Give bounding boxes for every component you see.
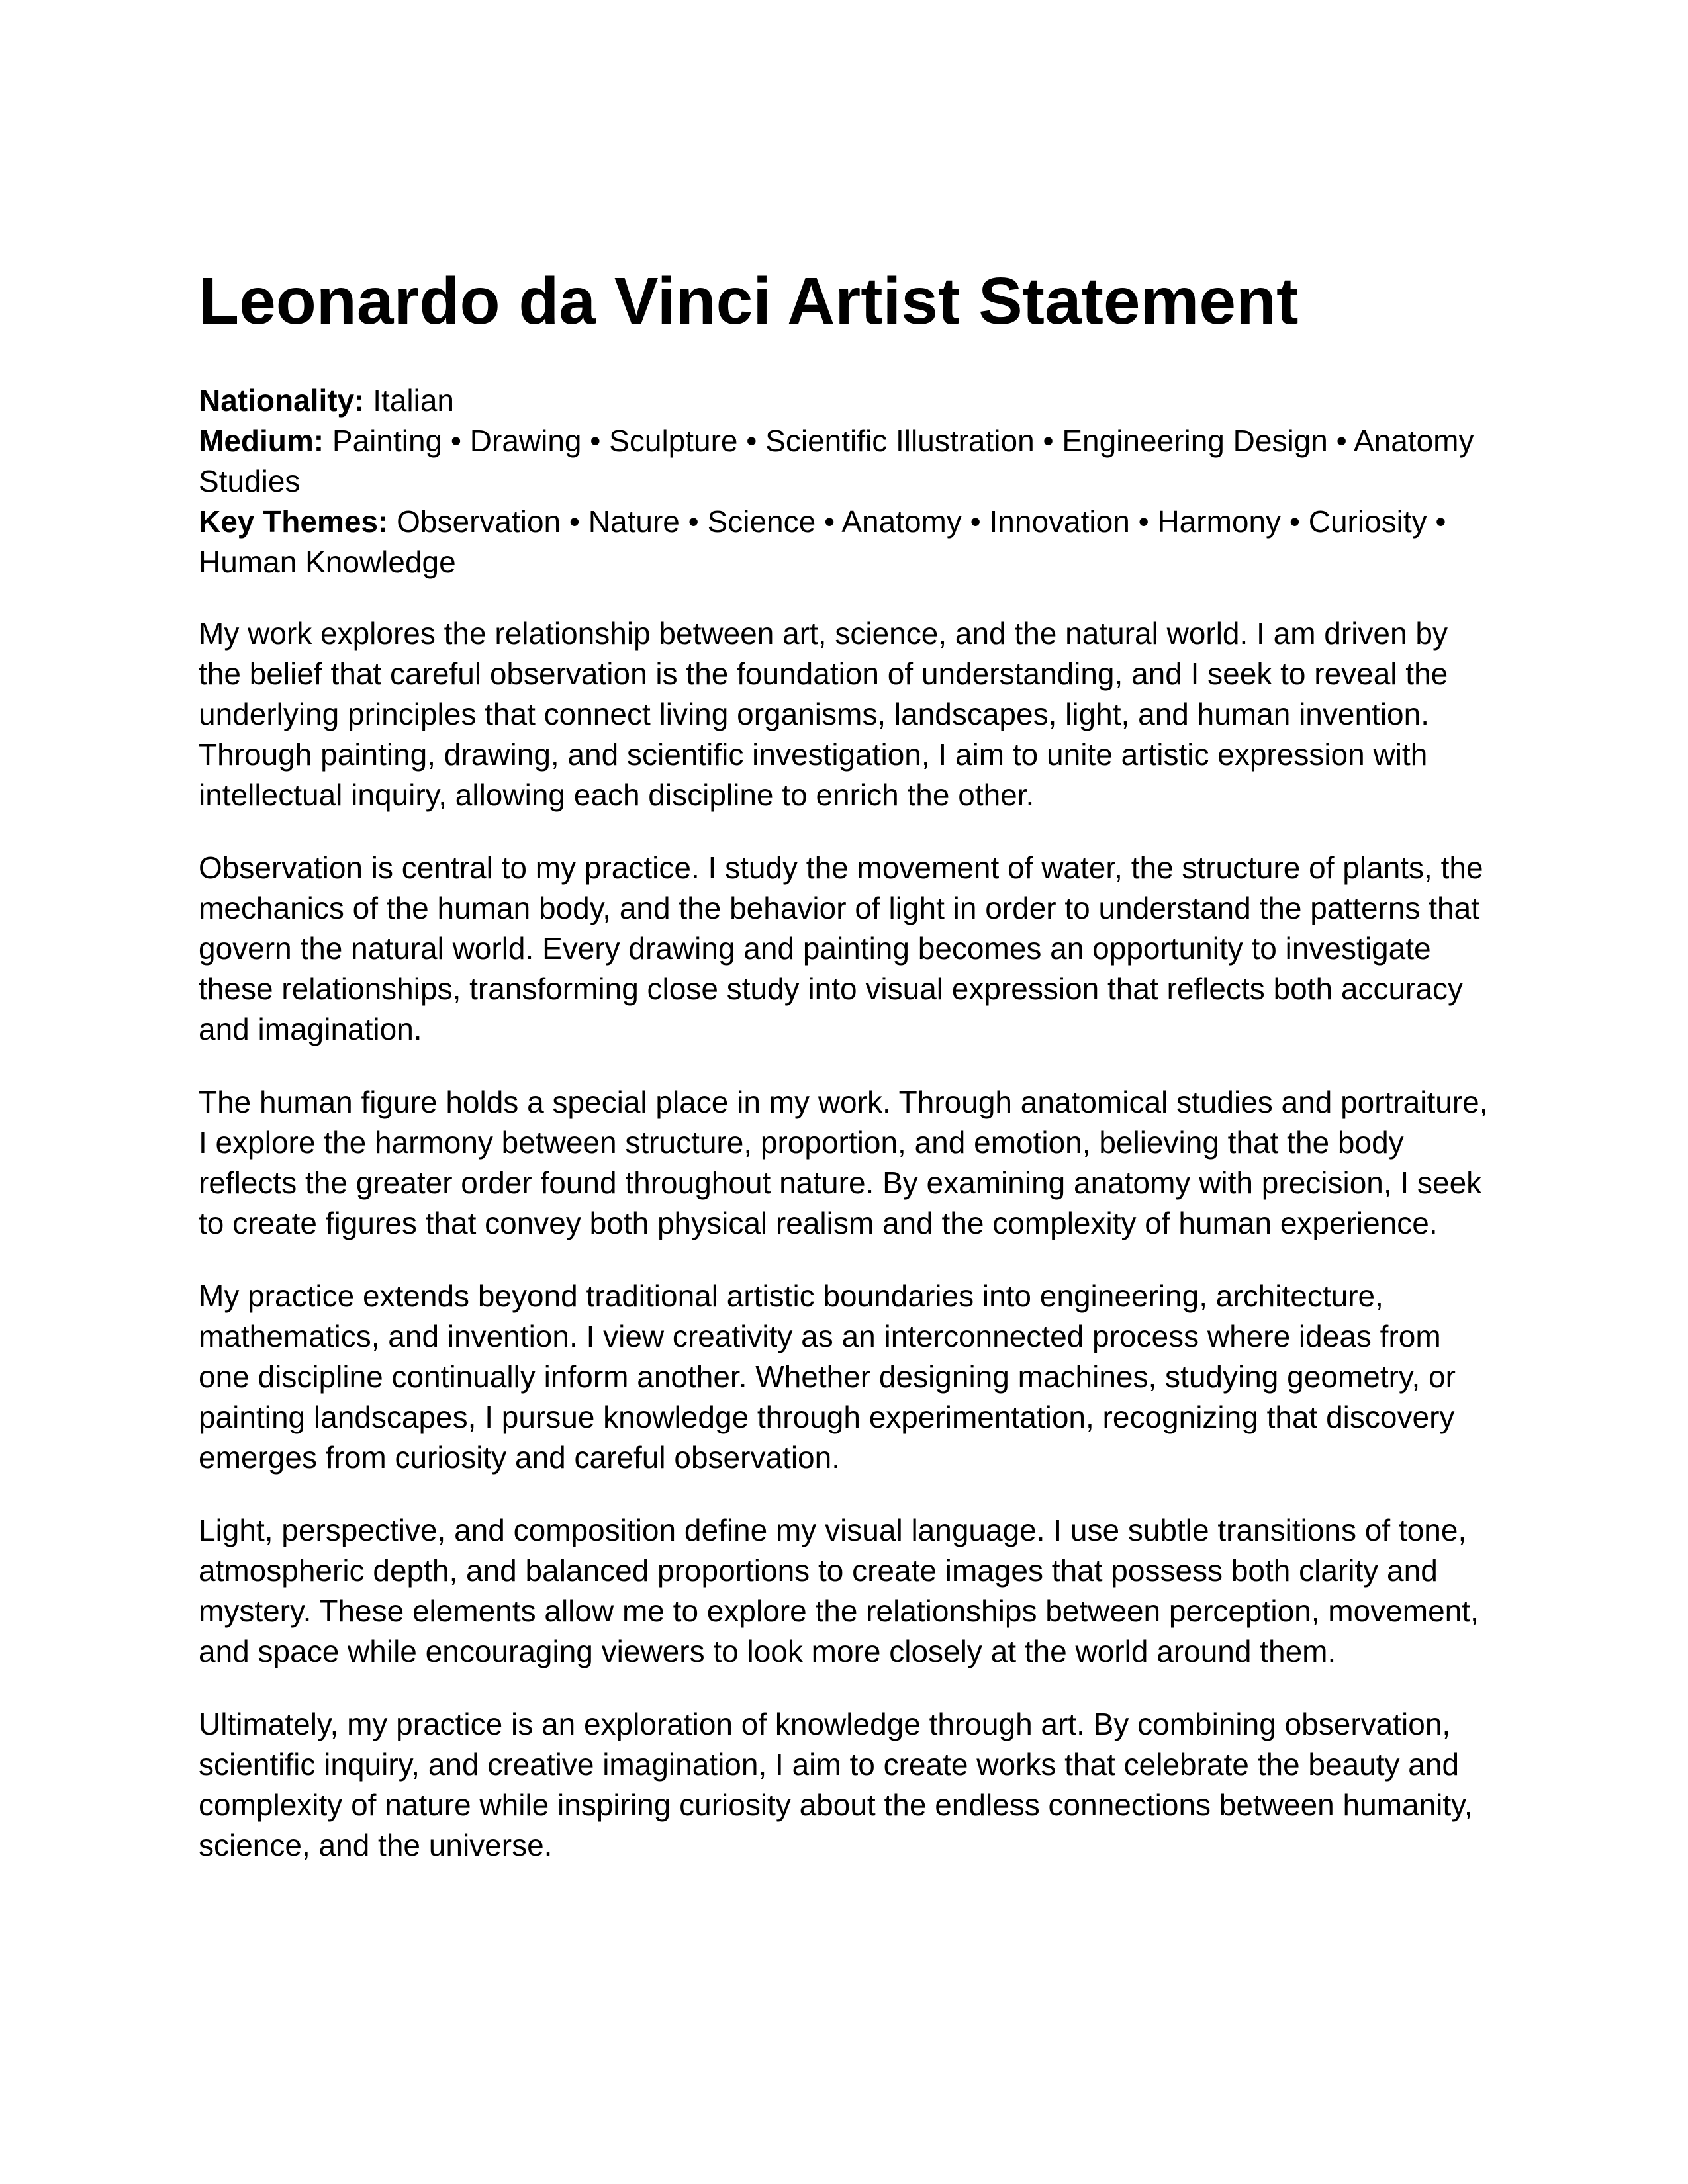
nationality-label: Nationality: [199,383,365,418]
statement-paragraph-2: Observation is central to my practice. I study the movement of water, the structure of plants, the mechanics of the human body, and the behavior of light in order to understand the patterns that govern the natural world. Every drawing and painting becomes an opportunity to investigate these relationships, transforming close study into visual expression that reflects both accuracy and imagination. [199,850,1483,1046]
document-page [199,261,1489,1898]
key-themes-value: Observation • Nature • Science • Anatomy • Innovation • Harmony • Curiosity • Human Knowledge [199,504,1446,579]
medium-line [199,421,1489,502]
nationality-line [199,381,1489,421]
statement-paragraph-4: My practice extends beyond traditional artistic boundaries into engineering, architecture, mathematics, and invention. I view creativity as an interconnected process where ideas from one discipline continually inform another. Whether designing machines, studying geometry, or painting landscapes, I pursue knowledge through experimentation, recognizing that discovery emerges from curiosity and careful observation. [199,1279,1456,1475]
key-themes-line [199,502,1489,582]
page-title: Leonardo da Vinci Artist Statement [199,264,1299,338]
nationality-value: Italian [373,383,454,418]
key-themes-label: Key Themes: [199,504,389,539]
statement-paragraph-1: My work explores the relationship between art, science, and the natural world. I am driven by the belief that careful observation is the foundation of understanding, and I seek to reveal the underlying principles that connect living organisms, landscapes, light, and human invention. Through painting, drawing, and scientific investigation, I aim to unite artistic expression with intellectual inquiry, allowing each discipline to enrich the other. [199,616,1448,812]
medium-label: Medium: [199,424,324,458]
statement-paragraph-3: The human figure holds a special place in my work. Through anatomical studies and portraiture, I explore the harmony between structure, proportion, and emotion, believing that the body reflects the greater order found throughout nature. By examining anatomy with precision, I seek to create figures that convey both physical realism and the complexity of human experience. [199,1085,1488,1240]
medium-value: Painting • Drawing • Sculpture • Scientific Illustration • Engineering Design • Anatomy Studies [199,424,1474,498]
artist-metadata [199,381,1489,582]
statement-paragraph-5: Light, perspective, and composition define my visual language. I use subtle transitions of tone, atmospheric depth, and balanced proportions to create images that possess both clarity and mystery. These elements allow me to explore the relationships between perception, movement, and space while encouraging viewers to look more closely at the world around them. [199,1513,1479,1668]
statement-paragraph-6: Ultimately, my practice is an exploration of knowledge through art. By combining observation, scientific inquiry, and creative imagination, I aim to create works that celebrate the beauty and complexity of nature while inspiring curiosity about the endless connections between humanity, science, and the universe. [199,1707,1473,1862]
